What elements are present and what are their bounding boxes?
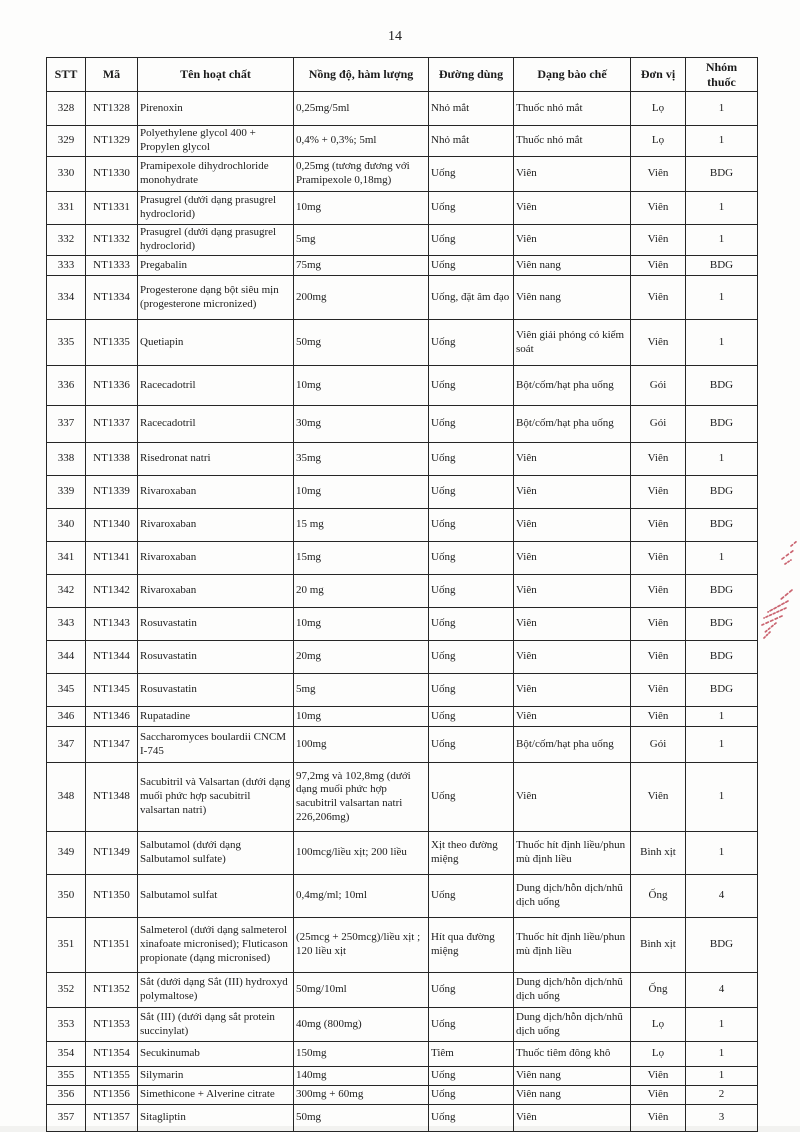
cell-nhom-thuoc: 1 bbox=[686, 707, 758, 727]
cell-don-vi: Viên bbox=[631, 542, 686, 575]
cell-don-vi: Viên bbox=[631, 674, 686, 707]
cell-nhom-thuoc: BDG bbox=[686, 674, 758, 707]
cell-stt: 354 bbox=[47, 1042, 86, 1067]
cell-duong-dung: Uống bbox=[429, 575, 514, 608]
cell-ma: NT1328 bbox=[86, 92, 138, 126]
cell-duong-dung: Uống bbox=[429, 509, 514, 542]
cell-ma: NT1340 bbox=[86, 509, 138, 542]
cell-duong-dung: Uống bbox=[429, 1105, 514, 1132]
cell-stt: 357 bbox=[47, 1105, 86, 1132]
cell-nong-do-ham-luong: 0,25mg (tương đương với Pramipexole 0,18mg) bbox=[294, 157, 429, 192]
cell-nong-do-ham-luong: 97,2mg và 102,8mg (dưới dạng muối phức hợp sacubitril valsartan natri 226,206mg) bbox=[294, 763, 429, 832]
cell-ten-hoat-chat: Rivaroxaban bbox=[138, 509, 294, 542]
cell-dang-bao-che: Viên bbox=[514, 225, 631, 256]
cell-duong-dung: Nhỏ mắt bbox=[429, 126, 514, 157]
cell-don-vi: Gói bbox=[631, 366, 686, 406]
cell-dang-bao-che: Viên bbox=[514, 542, 631, 575]
cell-don-vi: Viên bbox=[631, 763, 686, 832]
cell-nong-do-ham-luong: 100mg bbox=[294, 727, 429, 763]
cell-ten-hoat-chat: Racecadotril bbox=[138, 366, 294, 406]
cell-stt: 334 bbox=[47, 276, 86, 320]
cell-nong-do-ham-luong: 40mg (800mg) bbox=[294, 1008, 429, 1042]
cell-ma: NT1332 bbox=[86, 225, 138, 256]
cell-ma: NT1329 bbox=[86, 126, 138, 157]
cell-stt: 348 bbox=[47, 763, 86, 832]
cell-don-vi: Ống bbox=[631, 973, 686, 1008]
cell-don-vi: Viên bbox=[631, 1067, 686, 1086]
table-row bbox=[47, 1042, 758, 1067]
cell-ma: NT1337 bbox=[86, 406, 138, 443]
cell-dang-bao-che: Viên bbox=[514, 1105, 631, 1132]
cell-stt: 350 bbox=[47, 875, 86, 918]
cell-dang-bao-che: Viên bbox=[514, 707, 631, 727]
column-header-duong-dung: Đường dùng bbox=[429, 58, 514, 92]
cell-dang-bao-che: Viên nang bbox=[514, 1086, 631, 1105]
table-row bbox=[47, 918, 758, 973]
cell-nhom-thuoc: BDG bbox=[686, 157, 758, 192]
cell-duong-dung: Uống bbox=[429, 1086, 514, 1105]
cell-don-vi: Viên bbox=[631, 1086, 686, 1105]
table-row bbox=[47, 366, 758, 406]
cell-ma: NT1354 bbox=[86, 1042, 138, 1067]
table-row bbox=[47, 92, 758, 126]
cell-nhom-thuoc: 1 bbox=[686, 92, 758, 126]
cell-dang-bao-che: Viên nang bbox=[514, 1067, 631, 1086]
cell-ma: NT1338 bbox=[86, 443, 138, 476]
table-row bbox=[47, 443, 758, 476]
cell-dang-bao-che: Thuốc hít định liều/phun mù định liều bbox=[514, 832, 631, 875]
cell-nong-do-ham-luong: 15mg bbox=[294, 542, 429, 575]
cell-ma: NT1336 bbox=[86, 366, 138, 406]
cell-duong-dung: Xịt theo đường miệng bbox=[429, 832, 514, 875]
cell-duong-dung: Uống bbox=[429, 875, 514, 918]
cell-nhom-thuoc: 1 bbox=[686, 443, 758, 476]
cell-ma: NT1346 bbox=[86, 707, 138, 727]
cell-nong-do-ham-luong: 10mg bbox=[294, 608, 429, 641]
cell-dang-bao-che: Viên bbox=[514, 157, 631, 192]
cell-stt: 329 bbox=[47, 126, 86, 157]
column-header-nhom-thuoc: Nhóm thuốc bbox=[686, 58, 758, 92]
table-row bbox=[47, 575, 758, 608]
cell-nhom-thuoc: BDG bbox=[686, 918, 758, 973]
cell-duong-dung: Uống bbox=[429, 192, 514, 225]
cell-ten-hoat-chat: Sacubitril và Valsartan (dưới dạng muối phức hợp sacubitril valsartan natri) bbox=[138, 763, 294, 832]
cell-ten-hoat-chat: Quetiapin bbox=[138, 320, 294, 366]
column-header-ma: Mã bbox=[86, 58, 138, 92]
cell-dang-bao-che: Dung dịch/hỗn dịch/nhũ dịch uống bbox=[514, 875, 631, 918]
cell-dang-bao-che: Viên bbox=[514, 641, 631, 674]
cell-don-vi: Viên bbox=[631, 1105, 686, 1132]
cell-ma: NT1357 bbox=[86, 1105, 138, 1132]
cell-ma: NT1352 bbox=[86, 973, 138, 1008]
cell-don-vi: Lọ bbox=[631, 92, 686, 126]
table-row bbox=[47, 276, 758, 320]
cell-don-vi: Lọ bbox=[631, 1042, 686, 1067]
cell-don-vi: Viên bbox=[631, 575, 686, 608]
cell-ten-hoat-chat: Salmeterol (dưới dạng salmeterol xinafoate micronised); Fluticason propionate (dạng micronised) bbox=[138, 918, 294, 973]
table-row bbox=[47, 1105, 758, 1132]
cell-dang-bao-che: Bột/cốm/hạt pha uống bbox=[514, 366, 631, 406]
cell-nhom-thuoc: 1 bbox=[686, 1067, 758, 1086]
cell-dang-bao-che: Dung dịch/hỗn dịch/nhũ dịch uống bbox=[514, 973, 631, 1008]
cell-duong-dung: Uống bbox=[429, 1008, 514, 1042]
cell-stt: 345 bbox=[47, 674, 86, 707]
scribble-strokes bbox=[762, 541, 797, 639]
cell-nong-do-ham-luong: 50mg bbox=[294, 320, 429, 366]
cell-ma: NT1348 bbox=[86, 763, 138, 832]
cell-stt: 344 bbox=[47, 641, 86, 674]
cell-dang-bao-che: Viên giải phóng có kiểm soát bbox=[514, 320, 631, 366]
cell-dang-bao-che: Viên bbox=[514, 476, 631, 509]
table-row bbox=[47, 126, 758, 157]
cell-nhom-thuoc: 1 bbox=[686, 542, 758, 575]
cell-ten-hoat-chat: Rosuvastatin bbox=[138, 608, 294, 641]
cell-nhom-thuoc: 2 bbox=[686, 1086, 758, 1105]
table-row bbox=[47, 476, 758, 509]
cell-nhom-thuoc: 4 bbox=[686, 875, 758, 918]
cell-dang-bao-che: Thuốc hít định liều/phun mù định liều bbox=[514, 918, 631, 973]
table-row bbox=[47, 674, 758, 707]
cell-nhom-thuoc: BDG bbox=[686, 476, 758, 509]
column-header-stt: STT bbox=[47, 58, 86, 92]
cell-stt: 336 bbox=[47, 366, 86, 406]
cell-ma: NT1330 bbox=[86, 157, 138, 192]
table-row bbox=[47, 707, 758, 727]
cell-stt: 339 bbox=[47, 476, 86, 509]
cell-nong-do-ham-luong: (25mcg + 250mcg)/liều xịt ; 120 liều xịt bbox=[294, 918, 429, 973]
cell-stt: 349 bbox=[47, 832, 86, 875]
cell-nong-do-ham-luong: 300mg + 60mg bbox=[294, 1086, 429, 1105]
cell-stt: 342 bbox=[47, 575, 86, 608]
cell-duong-dung: Uống bbox=[429, 476, 514, 509]
cell-stt: 346 bbox=[47, 707, 86, 727]
header-row bbox=[47, 58, 758, 92]
table-row bbox=[47, 320, 758, 366]
handwritten-red-scribble-annotation bbox=[758, 538, 800, 653]
table-row bbox=[47, 608, 758, 641]
cell-ma: NT1335 bbox=[86, 320, 138, 366]
cell-don-vi: Viên bbox=[631, 443, 686, 476]
cell-stt: 330 bbox=[47, 157, 86, 192]
cell-dang-bao-che: Viên bbox=[514, 443, 631, 476]
cell-ten-hoat-chat: Secukinumab bbox=[138, 1042, 294, 1067]
cell-don-vi: Viên bbox=[631, 276, 686, 320]
cell-nhom-thuoc: 1 bbox=[686, 225, 758, 256]
column-header-don-vi: Đơn vị bbox=[631, 58, 686, 92]
cell-duong-dung: Uống bbox=[429, 1067, 514, 1086]
cell-don-vi: Ống bbox=[631, 875, 686, 918]
cell-duong-dung: Uống, đặt âm đạo bbox=[429, 276, 514, 320]
cell-ten-hoat-chat: Saccharomyces boulardii CNCM I-745 bbox=[138, 727, 294, 763]
cell-stt: 338 bbox=[47, 443, 86, 476]
column-header-dang-bao-che: Dạng bào chế bbox=[514, 58, 631, 92]
cell-ma: NT1353 bbox=[86, 1008, 138, 1042]
cell-stt: 347 bbox=[47, 727, 86, 763]
cell-stt: 333 bbox=[47, 256, 86, 276]
cell-nong-do-ham-luong: 50mg/10ml bbox=[294, 973, 429, 1008]
cell-ten-hoat-chat: Rivaroxaban bbox=[138, 476, 294, 509]
cell-nong-do-ham-luong: 10mg bbox=[294, 707, 429, 727]
drug-table bbox=[46, 57, 758, 1132]
cell-nhom-thuoc: 1 bbox=[686, 763, 758, 832]
cell-duong-dung: Uống bbox=[429, 256, 514, 276]
cell-nong-do-ham-luong: 0,25mg/5ml bbox=[294, 92, 429, 126]
cell-dang-bao-che: Viên bbox=[514, 763, 631, 832]
cell-nhom-thuoc: 1 bbox=[686, 126, 758, 157]
cell-duong-dung: Uống bbox=[429, 608, 514, 641]
cell-ma: NT1345 bbox=[86, 674, 138, 707]
cell-don-vi: Viên bbox=[631, 608, 686, 641]
table-row bbox=[47, 763, 758, 832]
cell-duong-dung: Uống bbox=[429, 707, 514, 727]
cell-ten-hoat-chat: Rosuvastatin bbox=[138, 641, 294, 674]
cell-ten-hoat-chat: Rosuvastatin bbox=[138, 674, 294, 707]
cell-stt: 328 bbox=[47, 92, 86, 126]
cell-nhom-thuoc: 1 bbox=[686, 832, 758, 875]
cell-ma: NT1356 bbox=[86, 1086, 138, 1105]
cell-dang-bao-che: Dung dịch/hỗn dịch/nhũ dịch uống bbox=[514, 1008, 631, 1042]
cell-duong-dung: Nhỏ mắt bbox=[429, 92, 514, 126]
table-row bbox=[47, 509, 758, 542]
table-row bbox=[47, 1008, 758, 1042]
cell-nhom-thuoc: BDG bbox=[686, 575, 758, 608]
table-row bbox=[47, 727, 758, 763]
cell-nhom-thuoc: 1 bbox=[686, 320, 758, 366]
cell-stt: 352 bbox=[47, 973, 86, 1008]
cell-nhom-thuoc: 1 bbox=[686, 192, 758, 225]
cell-nhom-thuoc: BDG bbox=[686, 641, 758, 674]
cell-ma: NT1331 bbox=[86, 192, 138, 225]
table-row bbox=[47, 256, 758, 276]
cell-ma: NT1341 bbox=[86, 542, 138, 575]
table-row bbox=[47, 542, 758, 575]
cell-nong-do-ham-luong: 10mg bbox=[294, 366, 429, 406]
cell-ten-hoat-chat: Prasugrel (dưới dạng prasugrel hydroclorid) bbox=[138, 192, 294, 225]
cell-ten-hoat-chat: Progesterone dạng bột siêu mịn (progesterone micronized) bbox=[138, 276, 294, 320]
cell-nhom-thuoc: 3 bbox=[686, 1105, 758, 1132]
cell-ma: NT1350 bbox=[86, 875, 138, 918]
cell-nong-do-ham-luong: 10mg bbox=[294, 476, 429, 509]
cell-dang-bao-che: Viên bbox=[514, 509, 631, 542]
cell-nhom-thuoc: 1 bbox=[686, 1042, 758, 1067]
cell-stt: 343 bbox=[47, 608, 86, 641]
cell-duong-dung: Uống bbox=[429, 763, 514, 832]
cell-ma: NT1349 bbox=[86, 832, 138, 875]
cell-dang-bao-che: Viên bbox=[514, 674, 631, 707]
table-header bbox=[47, 58, 758, 92]
cell-dang-bao-che: Bột/cốm/hạt pha uống bbox=[514, 406, 631, 443]
cell-duong-dung: Uống bbox=[429, 406, 514, 443]
cell-stt: 337 bbox=[47, 406, 86, 443]
cell-duong-dung: Uống bbox=[429, 157, 514, 192]
cell-ma: NT1342 bbox=[86, 575, 138, 608]
cell-nong-do-ham-luong: 150mg bbox=[294, 1042, 429, 1067]
cell-nhom-thuoc: 1 bbox=[686, 1008, 758, 1042]
cell-stt: 355 bbox=[47, 1067, 86, 1086]
cell-nong-do-ham-luong: 100mcg/liều xịt; 200 liều bbox=[294, 832, 429, 875]
table-row bbox=[47, 225, 758, 256]
cell-duong-dung: Uống bbox=[429, 674, 514, 707]
cell-ma: NT1334 bbox=[86, 276, 138, 320]
cell-stt: 351 bbox=[47, 918, 86, 973]
cell-dang-bao-che: Thuốc tiêm đông khô bbox=[514, 1042, 631, 1067]
cell-duong-dung: Uống bbox=[429, 973, 514, 1008]
cell-ma: NT1333 bbox=[86, 256, 138, 276]
cell-don-vi: Lọ bbox=[631, 126, 686, 157]
cell-nhom-thuoc: 1 bbox=[686, 276, 758, 320]
cell-duong-dung: Uống bbox=[429, 320, 514, 366]
cell-don-vi: Viên bbox=[631, 192, 686, 225]
cell-ten-hoat-chat: Polyethylene glycol 400 + Propylen glycol bbox=[138, 126, 294, 157]
cell-nong-do-ham-luong: 75mg bbox=[294, 256, 429, 276]
cell-don-vi: Gói bbox=[631, 406, 686, 443]
cell-don-vi: Viên bbox=[631, 476, 686, 509]
cell-don-vi: Gói bbox=[631, 727, 686, 763]
cell-don-vi: Viên bbox=[631, 707, 686, 727]
cell-nong-do-ham-luong: 50mg bbox=[294, 1105, 429, 1132]
cell-ten-hoat-chat: Simethicone + Alverine citrate bbox=[138, 1086, 294, 1105]
cell-ten-hoat-chat: Pirenoxin bbox=[138, 92, 294, 126]
cell-ten-hoat-chat: Salbutamol sulfat bbox=[138, 875, 294, 918]
cell-don-vi: Viên bbox=[631, 225, 686, 256]
cell-nong-do-ham-luong: 140mg bbox=[294, 1067, 429, 1086]
cell-nong-do-ham-luong: 30mg bbox=[294, 406, 429, 443]
table-row bbox=[47, 192, 758, 225]
cell-don-vi: Viên bbox=[631, 157, 686, 192]
cell-ten-hoat-chat: Sitagliptin bbox=[138, 1105, 294, 1132]
cell-nong-do-ham-luong: 20mg bbox=[294, 641, 429, 674]
cell-duong-dung: Hít qua đường miệng bbox=[429, 918, 514, 973]
cell-nong-do-ham-luong: 0,4% + 0,3%; 5ml bbox=[294, 126, 429, 157]
cell-ma: NT1344 bbox=[86, 641, 138, 674]
cell-dang-bao-che: Viên nang bbox=[514, 276, 631, 320]
drug-table-body bbox=[47, 92, 758, 1132]
cell-ten-hoat-chat: Pramipexole dihydrochloride monohydrate bbox=[138, 157, 294, 192]
cell-don-vi: Viên bbox=[631, 641, 686, 674]
cell-ten-hoat-chat: Pregabalin bbox=[138, 256, 294, 276]
cell-dang-bao-che: Bột/cốm/hạt pha uống bbox=[514, 727, 631, 763]
cell-duong-dung: Uống bbox=[429, 727, 514, 763]
cell-nong-do-ham-luong: 35mg bbox=[294, 443, 429, 476]
cell-nhom-thuoc: BDG bbox=[686, 608, 758, 641]
table-row bbox=[47, 875, 758, 918]
cell-don-vi: Bình xịt bbox=[631, 918, 686, 973]
cell-ma: NT1355 bbox=[86, 1067, 138, 1086]
cell-nhom-thuoc: BDG bbox=[686, 256, 758, 276]
cell-ma: NT1347 bbox=[86, 727, 138, 763]
cell-nhom-thuoc: BDG bbox=[686, 406, 758, 443]
cell-nong-do-ham-luong: 10mg bbox=[294, 192, 429, 225]
cell-ten-hoat-chat: Risedronat natri bbox=[138, 443, 294, 476]
cell-nhom-thuoc: BDG bbox=[686, 366, 758, 406]
cell-nong-do-ham-luong: 15 mg bbox=[294, 509, 429, 542]
cell-ten-hoat-chat: Silymarin bbox=[138, 1067, 294, 1086]
cell-duong-dung: Uống bbox=[429, 443, 514, 476]
cell-don-vi: Lọ bbox=[631, 1008, 686, 1042]
cell-duong-dung: Uống bbox=[429, 366, 514, 406]
cell-nong-do-ham-luong: 5mg bbox=[294, 225, 429, 256]
cell-don-vi: Viên bbox=[631, 509, 686, 542]
column-header-ten-hoat-chat: Tên hoạt chất bbox=[138, 58, 294, 92]
cell-nong-do-ham-luong: 5mg bbox=[294, 674, 429, 707]
page-number: 14 bbox=[388, 29, 402, 44]
cell-duong-dung: Uống bbox=[429, 225, 514, 256]
cell-stt: 331 bbox=[47, 192, 86, 225]
cell-ten-hoat-chat: Rivaroxaban bbox=[138, 542, 294, 575]
cell-ten-hoat-chat: Prasugrel (dưới dạng prasugrel hydroclorid) bbox=[138, 225, 294, 256]
cell-dang-bao-che: Thuốc nhỏ mắt bbox=[514, 92, 631, 126]
cell-ten-hoat-chat: Rupatadine bbox=[138, 707, 294, 727]
table-row bbox=[47, 832, 758, 875]
cell-ma: NT1339 bbox=[86, 476, 138, 509]
cell-stt: 340 bbox=[47, 509, 86, 542]
cell-dang-bao-che: Viên nang bbox=[514, 256, 631, 276]
cell-stt: 353 bbox=[47, 1008, 86, 1042]
cell-nhom-thuoc: 1 bbox=[686, 727, 758, 763]
cell-nong-do-ham-luong: 200mg bbox=[294, 276, 429, 320]
cell-ma: NT1343 bbox=[86, 608, 138, 641]
cell-stt: 332 bbox=[47, 225, 86, 256]
cell-nong-do-ham-luong: 0,4mg/ml; 10ml bbox=[294, 875, 429, 918]
cell-nhom-thuoc: BDG bbox=[686, 509, 758, 542]
table-row bbox=[47, 406, 758, 443]
cell-stt: 335 bbox=[47, 320, 86, 366]
cell-ten-hoat-chat: Rivaroxaban bbox=[138, 575, 294, 608]
cell-dang-bao-che: Viên bbox=[514, 192, 631, 225]
column-header-nong-do-ham-luong: Nồng độ, hàm lượng bbox=[294, 58, 429, 92]
cell-ten-hoat-chat: Sắt (III) (dưới dạng sắt protein succinylat) bbox=[138, 1008, 294, 1042]
cell-dang-bao-che: Thuốc nhỏ mắt bbox=[514, 126, 631, 157]
table-row bbox=[47, 973, 758, 1008]
cell-ten-hoat-chat: Sắt (dưới dạng Sắt (III) hydroxyd polymaltose) bbox=[138, 973, 294, 1008]
table-row bbox=[47, 1067, 758, 1086]
cell-nong-do-ham-luong: 20 mg bbox=[294, 575, 429, 608]
cell-ten-hoat-chat: Racecadotril bbox=[138, 406, 294, 443]
table-row bbox=[47, 157, 758, 192]
table-row bbox=[47, 641, 758, 674]
cell-don-vi: Viên bbox=[631, 256, 686, 276]
cell-don-vi: Viên bbox=[631, 320, 686, 366]
cell-duong-dung: Tiêm bbox=[429, 1042, 514, 1067]
cell-stt: 341 bbox=[47, 542, 86, 575]
cell-don-vi: Bình xịt bbox=[631, 832, 686, 875]
cell-ma: NT1351 bbox=[86, 918, 138, 973]
cell-duong-dung: Uống bbox=[429, 641, 514, 674]
table-row bbox=[47, 1086, 758, 1105]
cell-ten-hoat-chat: Salbutamol (dưới dạng Salbutamol sulfate) bbox=[138, 832, 294, 875]
cell-nhom-thuoc: 4 bbox=[686, 973, 758, 1008]
cell-dang-bao-che: Viên bbox=[514, 608, 631, 641]
cell-duong-dung: Uống bbox=[429, 542, 514, 575]
cell-stt: 356 bbox=[47, 1086, 86, 1105]
cell-dang-bao-che: Viên bbox=[514, 575, 631, 608]
